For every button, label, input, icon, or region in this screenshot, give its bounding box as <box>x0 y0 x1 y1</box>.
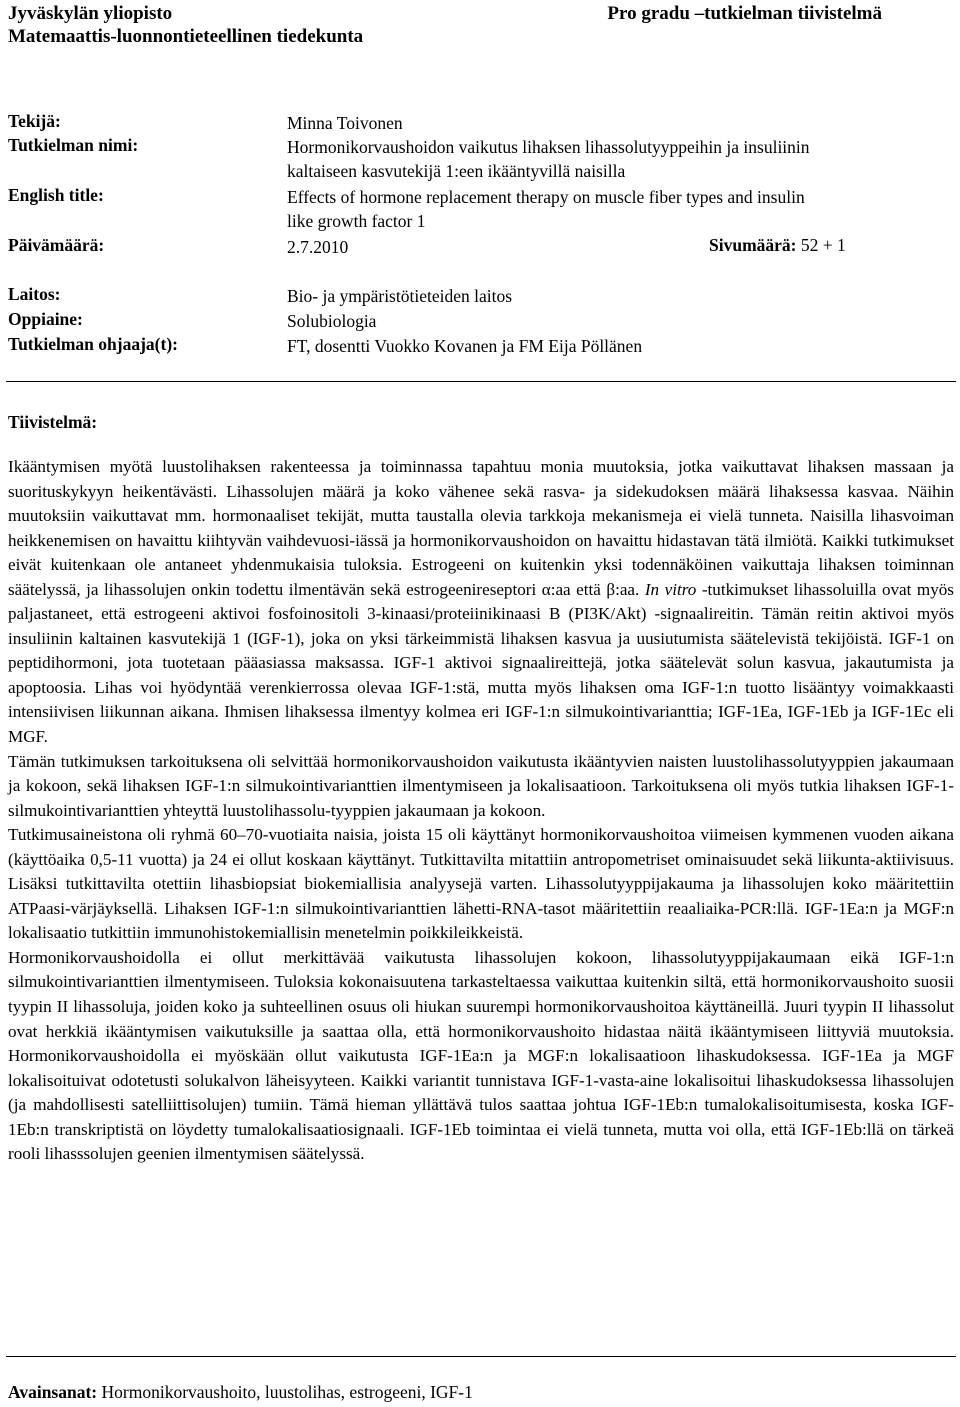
abstract-p1-rest: -tutkimukset lihassoluilla ovat myös paljastaneet, että estrogeeni aktivoi fosfoinositoli 3-kinaasi/proteiinikinaasi B (PI3K/Akt) -signaalireitin. Tämän reitin aktivoi myös insuliinin kaltainen kasvutekijä 1 (IGF-1), joka on yksi tärkeimmistä lihaksen kasvua ja uusiutumista säätelevistä tekijöistä. IGF-1 on peptidihormoni, jota tuotetaan pääasiassa maksassa. IGF-1 aktivoi signaalireittejä, jotka säätelevät solun kasvua, jakautumista ja apoptoosia. Lihas voi hyödyntää verenkierrossa olevaa IGF-1:stä, mutta myös lihaksen oma IGF-1:n tuotto lisääntyy voimakkaasti intensiivisen liikunnan aikana. Ihmisen lihaksessa ilmentyy kolmea eri IGF-1:n silmukointivarianttia; IGF-1Ea, IGF-1Eb ja IGF-1Ec eli MGF. <box>8 579 954 747</box>
divider-top <box>6 381 956 382</box>
author-value: Minna Toivonen <box>287 113 403 133</box>
date-value: 2.7.2010 <box>287 237 349 257</box>
abstract-paragraph-3: Tutkimusaineistona oli ryhmä 60–70-vuotiaita naisia, joista 15 oli käyttänyt hormonikorvaushoitoa viimeisen kymmenen vuoden aikana (käyttöaika 0,5-11 vuotta) ja 24 ei ollut koskaan käyttänyt. Tutkittavilta mitattiin antropometriset ominaisuudet sekä liikunta-aktiivisuus. Lisäksi tutkittavilta otettiin lihasbiopsiat biokemiallisia analyysejä varten. Lihassolutyyppijakauma ja lihassolujen koko määritettiin ATPaasi-värjäyksellä. Lihaksen IGF-1:n silmukointivarianttien lähetti-RNA-tasot määritettiin reaaliaika-PCR:llä. IGF-1Ea:n ja MGF:n lokalisaatio tutkittiin immunohistokemiallisin menetelmin poikkileikkeistä. <box>8 825 954 943</box>
supervisor-label: Tutkielman ohjaaja(t): <box>8 334 178 354</box>
title-line-1: Hormonikorvaushoidon vaikutus lihaksen lihassolutyyppeihin ja insuliinin <box>287 137 810 157</box>
keywords <box>8 1381 473 1403</box>
english-title-value <box>287 185 947 233</box>
document-type: Pro gradu –tutkielman tiivistelmä <box>607 3 882 24</box>
page-count <box>709 235 846 256</box>
abstract-p1-text: Ikääntymisen myötä luustolihaksen rakenteessa ja toiminnassa tapahtuu monia muutoksia, jotka vaikuttavat lihaksen massaan ja suorituskykyyn heikentävästi. Lihassolujen määrä ja koko vähenee sekä rasva- ja sidekudoksen määrä lihaksessa kasvaa. Näihin muutoksiin vaikuttavat mm. hormonaaliset tekijät, mutta taustalla olevia tarkkoja mekanismeja ei vielä tunneta. Naisilla lihasvoiman heikkenemisen on havaittu kiihtyvän vaihdevuosi-iässä ja hormonikorvaushoidon on havaittu hidastavan tätä ilmiötä. Kaikki tutkimukset eivät kuitenkaan ole antaneet yhdenmukaisia tuloksia. Estrogeeni on kuitenkin yksi todennäköinen vaikuttaja lihaksen toiminnan säätelyssä, ja lihassolujen onkin todettu ilmentävän sekä estrogeenireseptori α:aa että β:aa. <box>8 457 954 599</box>
title-value <box>287 135 947 183</box>
english-title-label: English title: <box>8 185 104 205</box>
university-name: Jyväskylän yliopisto <box>8 3 173 24</box>
department-value: Bio- ja ympäristötieteiden laitos <box>287 286 513 306</box>
keywords-label: Avainsanat: <box>8 1382 98 1402</box>
department-label: Laitos: <box>8 284 61 304</box>
abstract-body <box>8 455 954 1167</box>
header-left <box>8 2 363 48</box>
faculty-name: Matemaattis-luonnontieteellinen tiedekunta <box>8 26 364 47</box>
english-title-line-1: Effects of hormone replacement therapy on muscle fiber types and insulin <box>287 187 805 207</box>
title-line-2: kaltaiseen kasvutekijä 1:een ikääntyvillä naisilla <box>287 161 626 181</box>
english-title-line-2: like growth factor 1 <box>287 211 426 231</box>
keywords-value: Hormonikorvaushoito, luustolihas, estrogeeni, IGF-1 <box>101 1382 473 1402</box>
author-label: Tekijä: <box>8 111 61 131</box>
abstract-paragraph-4: Hormonikorvaushoidolla ei ollut merkittävää vaikutusta lihassolujen kokoon, lihassolutyyppijakaumaan eikä IGF-1:n silmukointivarianttien ilmentymiseen. Tuloksia kokonaisuutena tarkasteltaessa vaikuttaa kuitenkin siltä, että hormonikorvaushoito suosii tyypin II lihassoluja, joiden koko ja suhteellinen osuus oli hiukan suurempi hormonikorvaushoitoa käyttäneillä. Juuri tyypin II lihassolut ovat herkkiä ikääntymisen vaikutuksille ja saattaa olla, että hormonikorvaushoito hidastaa näitä ikääntymiseen liittyviä muutoksia. Hormonikorvaushoidolla ei myöskään ollut vaikutusta IGF-1Ea:n ja MGF:n lokalisaatioon lihaskudoksessa. IGF-1Ea ja MGF lokalisoituivat odotetusti solukalvon läheisyyteen. Kaikki variantit tunnistava IGF-1-vasta-aine lokalisoitui lihaskudoksessa lihassolujen (ja mahdollisesti satelliittisolujen) tumiin. Tämä hieman yllättävä tulos saattaa johtua IGF-1Eb:n tumalokalisoitumisesta, koska IGF-1Eb:n transkriptistä on löydetty tumalokalisaatiosignaali. IGF-1Eb toimintaa ei vielä tunneta, mutta voi olla, että IGF-1Eb:llä on tärkeä rooli lihasssolujen geenien ilmentymisen säätelyssä. <box>8 947 954 1164</box>
subject-value: Solubiologia <box>287 311 377 331</box>
page-count-label: Sivumäärä: <box>709 235 797 255</box>
supervisor-value: FT, dosentti Vuokko Kovanen ja FM Eija Pöllänen <box>287 336 643 356</box>
abstract-heading: Tiivistelmä: <box>8 412 98 432</box>
title-label: Tutkielman nimi: <box>8 135 139 155</box>
abstract-p1-italic: In vitro <box>644 579 697 599</box>
subject-label: Oppiaine: <box>8 309 83 329</box>
date-label: Päivämäärä: <box>8 235 105 255</box>
divider-bottom <box>6 1356 956 1357</box>
abstract-paragraph-2: Tämän tutkimuksen tarkoituksena oli selvittää hormonikorvaushoidon vaikutusta ikääntyvien naisten luustolihassolutyyppien jakaumaan ja kokoon, sekä lihaksen IGF-1:n silmukointivarianttien ilmentymiseen ja lokalisaatioon. Tarkoituksena oli myös tutkia lihaksen IGF-1-silmukointivarianttien yhteyttä luustolihassolu-tyyppien jakaumaan ja kokoon. <box>8 751 954 820</box>
abstract-paragraph-1 <box>8 455 954 750</box>
page-count-value: 52 + 1 <box>800 235 846 255</box>
